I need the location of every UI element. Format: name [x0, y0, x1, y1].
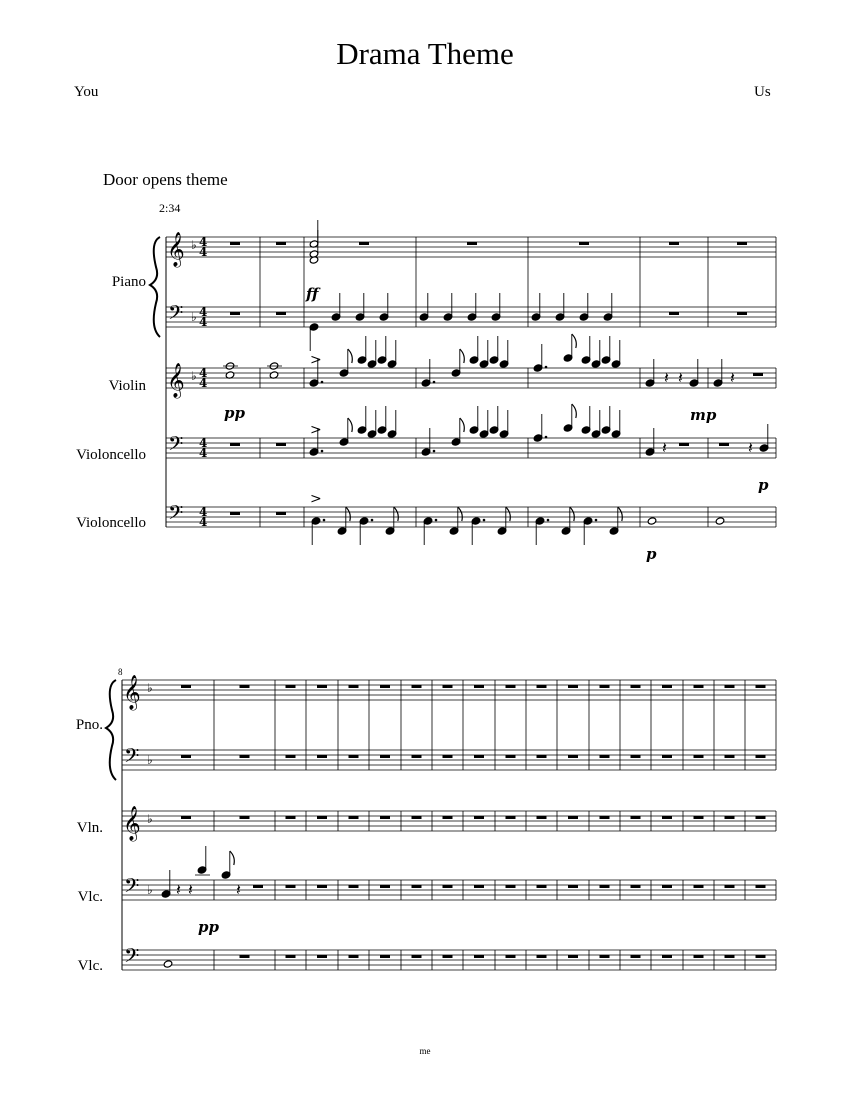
note-flag — [394, 507, 399, 521]
whole-rest — [380, 685, 390, 688]
note-head — [421, 379, 431, 387]
dynamic-ff: ff — [306, 285, 319, 303]
whole-rest — [506, 755, 516, 758]
note-flag — [506, 507, 511, 521]
quarter-rest-icon: 𝄽 — [664, 368, 669, 387]
note-dot — [595, 519, 598, 522]
note-head — [479, 430, 489, 438]
note-head — [419, 313, 429, 321]
note-head — [531, 313, 541, 321]
quarter-rest-icon: 𝄽 — [176, 880, 181, 899]
note-head — [387, 430, 397, 438]
note-head — [379, 313, 389, 321]
whole-rest — [412, 755, 422, 758]
whole-rest — [359, 242, 369, 245]
instrument-name-cello-1: Violoncello — [76, 447, 146, 463]
quarter-rest-icon: 𝄽 — [748, 438, 753, 457]
whole-rest — [631, 885, 641, 888]
note-dot — [483, 519, 486, 522]
whole-rest — [737, 312, 747, 315]
whole-rest — [679, 443, 689, 446]
whole-rest — [725, 816, 735, 819]
note-head — [583, 517, 593, 525]
whole-rest — [725, 685, 735, 688]
section-text: Door opens theme — [103, 170, 228, 189]
whole-rest — [568, 816, 578, 819]
note-head — [357, 356, 367, 364]
whole-rest — [474, 955, 484, 958]
instrument-short-cello-2: Vlc. — [77, 958, 103, 974]
whole-rest — [756, 816, 766, 819]
note-head — [367, 360, 377, 368]
note-dot — [547, 519, 550, 522]
note-head — [563, 424, 573, 432]
note-head — [609, 527, 619, 535]
whole-rest — [756, 885, 766, 888]
footer-text: me — [419, 1046, 431, 1056]
whole-rest — [669, 312, 679, 315]
time-signature-top: 4 — [199, 235, 208, 249]
note-head — [591, 430, 601, 438]
whole-rest — [230, 312, 240, 315]
whole-rest — [669, 242, 679, 245]
whole-rest — [568, 885, 578, 888]
whole-rest — [317, 755, 327, 758]
whole-rest — [286, 755, 296, 758]
whole-rest — [253, 885, 263, 888]
note-head — [421, 448, 431, 456]
note-flag — [348, 349, 353, 363]
note-dot — [545, 436, 548, 439]
whole-rest — [181, 685, 191, 688]
whole-rest — [662, 955, 672, 958]
note-head — [331, 313, 341, 321]
whole-rest — [380, 816, 390, 819]
accent-marking: > — [310, 491, 322, 507]
flat-icon: ♭ — [147, 812, 153, 826]
whole-rest — [240, 755, 250, 758]
note-head — [423, 517, 433, 525]
whole-rest — [694, 755, 704, 758]
accent-marking: > — [310, 422, 322, 438]
note-head — [377, 356, 387, 364]
quarter-rest-icon: 𝄽 — [730, 368, 735, 387]
flat-icon: ♭ — [147, 681, 153, 695]
note-dot — [371, 519, 374, 522]
whole-rest — [349, 685, 359, 688]
whole-rest — [230, 512, 240, 515]
whole-rest — [412, 885, 422, 888]
instrument-name-violin: Violin — [108, 378, 146, 394]
whole-rest — [240, 685, 250, 688]
whole-rest — [506, 885, 516, 888]
note-flag — [458, 507, 463, 521]
whole-rest — [756, 685, 766, 688]
note-head — [469, 426, 479, 434]
note-dot — [545, 366, 548, 369]
quarter-rest-icon: 𝄽 — [188, 880, 193, 899]
whole-rest — [276, 512, 286, 515]
flat-icon: ♭ — [191, 238, 197, 252]
dynamic-mp: mp — [690, 406, 717, 424]
whole-rest — [474, 755, 484, 758]
instrument-name-piano: Piano — [111, 274, 146, 290]
whole-rest — [725, 755, 735, 758]
note-head — [339, 438, 349, 446]
whole-rest — [631, 685, 641, 688]
note-head — [161, 890, 171, 898]
whole-rest — [662, 816, 672, 819]
note-head — [601, 426, 611, 434]
whole-rest — [230, 443, 240, 446]
dynamic-pp: pp — [198, 918, 219, 936]
time-signature-bottom: 4 — [199, 245, 208, 259]
whole-rest — [537, 816, 547, 819]
dynamic-pp: pp — [224, 404, 245, 422]
bass-clef-icon: 𝄢 — [124, 744, 140, 772]
flat-icon: ♭ — [191, 310, 197, 324]
note-flag — [572, 404, 577, 418]
flat-icon: ♭ — [147, 883, 153, 897]
whole-rest — [286, 685, 296, 688]
whole-rest — [694, 685, 704, 688]
note-head — [499, 430, 509, 438]
whole-rest — [600, 755, 610, 758]
measure-number: 8 — [118, 667, 123, 677]
bass-clef-icon: 𝄢 — [124, 944, 140, 972]
whole-rest — [506, 955, 516, 958]
whole-rest — [276, 242, 286, 245]
whole-rest — [443, 816, 453, 819]
note-head — [647, 517, 657, 525]
grand-staff-brace — [106, 680, 116, 780]
note-head — [533, 434, 543, 442]
note-head — [385, 527, 395, 535]
time-signature-top: 4 — [199, 305, 208, 319]
whole-rest — [240, 816, 250, 819]
note-head — [489, 356, 499, 364]
whole-rest — [756, 755, 766, 758]
treble-clef-icon: 𝄞 — [123, 806, 141, 841]
note-head — [611, 430, 621, 438]
note-head — [467, 313, 477, 321]
whole-rest — [240, 955, 250, 958]
note-head — [715, 517, 725, 525]
time-signature-top: 4 — [199, 505, 208, 519]
whole-rest — [506, 816, 516, 819]
whole-rest — [276, 443, 286, 446]
whole-rest — [380, 955, 390, 958]
note-head — [713, 379, 723, 387]
whole-rest — [317, 885, 327, 888]
time-signature-top: 4 — [199, 366, 208, 380]
whole-rest — [568, 755, 578, 758]
note-head — [311, 517, 321, 525]
bass-clef-icon: 𝄢 — [168, 432, 184, 460]
flat-icon: ♭ — [147, 753, 153, 767]
whole-rest — [662, 685, 672, 688]
whole-rest — [443, 885, 453, 888]
note-head — [645, 379, 655, 387]
score-title: Drama Theme — [336, 36, 514, 71]
whole-rest — [725, 955, 735, 958]
note-head — [561, 527, 571, 535]
note-flag — [460, 418, 465, 432]
note-head — [489, 426, 499, 434]
note-head — [533, 364, 543, 372]
bass-clef-icon: 𝄢 — [168, 301, 184, 329]
grand-staff-brace — [150, 237, 160, 337]
whole-rest — [286, 885, 296, 888]
quarter-rest-icon: 𝄽 — [236, 880, 241, 899]
note-flag — [572, 334, 577, 348]
time-signature-bottom: 4 — [199, 515, 208, 529]
note-head — [581, 356, 591, 364]
note-dot — [433, 381, 436, 384]
dynamic-p: p — [646, 545, 657, 563]
whole-rest — [276, 312, 286, 315]
note-head — [535, 517, 545, 525]
note-head — [355, 313, 365, 321]
note-head — [163, 960, 173, 968]
composer-left: You — [74, 84, 99, 100]
whole-rest — [349, 955, 359, 958]
note-head — [689, 379, 699, 387]
whole-rest — [380, 885, 390, 888]
whole-rest — [568, 955, 578, 958]
tempo-marking: 2:34 — [159, 201, 181, 215]
whole-rest — [694, 816, 704, 819]
note-dot — [435, 519, 438, 522]
whole-rest — [412, 685, 422, 688]
note-head — [443, 313, 453, 321]
note-head — [309, 448, 319, 456]
whole-rest — [443, 685, 453, 688]
whole-rest — [349, 755, 359, 758]
whole-rest — [443, 955, 453, 958]
note-head — [451, 438, 461, 446]
note-head — [497, 527, 507, 535]
note-head — [759, 444, 769, 452]
whole-rest — [537, 885, 547, 888]
whole-rest — [474, 885, 484, 888]
note-dot — [321, 450, 324, 453]
note-flag — [460, 349, 465, 363]
note-head — [339, 369, 349, 377]
time-signature-top: 4 — [199, 436, 208, 450]
whole-rest — [600, 816, 610, 819]
treble-clef-icon: 𝄞 — [167, 232, 185, 267]
time-signature-bottom: 4 — [199, 446, 208, 460]
note-dot — [323, 519, 326, 522]
quarter-rest-icon: 𝄽 — [678, 368, 683, 387]
whole-rest — [474, 685, 484, 688]
note-head — [491, 313, 501, 321]
accent-marking: > — [310, 352, 322, 368]
whole-rest — [230, 242, 240, 245]
note-head — [337, 527, 347, 535]
whole-rest — [181, 816, 191, 819]
whole-rest — [537, 955, 547, 958]
whole-rest — [537, 755, 547, 758]
note-head — [221, 871, 231, 879]
whole-rest — [753, 373, 763, 376]
whole-rest — [662, 885, 672, 888]
note-flag — [618, 507, 623, 521]
note-head — [469, 356, 479, 364]
note-head — [359, 517, 369, 525]
whole-rest — [467, 242, 477, 245]
system-2 — [106, 675, 776, 972]
whole-rest — [181, 755, 191, 758]
note-head — [601, 356, 611, 364]
whole-rest — [317, 955, 327, 958]
whole-rest — [349, 816, 359, 819]
whole-rest — [631, 755, 641, 758]
instrument-short-violin: Vln. — [76, 820, 103, 836]
note-head — [555, 313, 565, 321]
whole-rest — [600, 885, 610, 888]
whole-rest — [380, 755, 390, 758]
whole-rest — [600, 685, 610, 688]
treble-clef-icon: 𝄞 — [167, 363, 185, 398]
whole-rest — [756, 955, 766, 958]
whole-rest — [443, 755, 453, 758]
whole-rest — [317, 816, 327, 819]
whole-rest — [474, 816, 484, 819]
note-head — [479, 360, 489, 368]
whole-rest — [568, 685, 578, 688]
note-head — [611, 360, 621, 368]
note-head — [367, 430, 377, 438]
whole-rest — [662, 755, 672, 758]
quarter-rest-icon: 𝄽 — [662, 438, 667, 457]
composer-right: Us — [754, 84, 771, 100]
system-1 — [150, 220, 776, 563]
note-head — [309, 323, 319, 331]
note-head — [603, 313, 613, 321]
note-flag — [230, 851, 235, 865]
whole-rest — [506, 685, 516, 688]
whole-rest — [631, 816, 641, 819]
whole-rest — [600, 955, 610, 958]
dynamic-p: p — [758, 476, 769, 494]
whole-rest — [579, 242, 589, 245]
whole-rest — [537, 685, 547, 688]
note-head — [449, 527, 459, 535]
instrument-name-cello-2: Violoncello — [76, 515, 146, 531]
flat-icon: ♭ — [191, 369, 197, 383]
whole-rest — [412, 955, 422, 958]
whole-rest — [412, 816, 422, 819]
note-head — [451, 369, 461, 377]
time-signature-bottom: 4 — [199, 315, 208, 329]
note-flag — [570, 507, 575, 521]
whole-rest — [286, 955, 296, 958]
whole-rest — [694, 885, 704, 888]
whole-rest — [349, 885, 359, 888]
note-head — [499, 360, 509, 368]
whole-rest — [725, 885, 735, 888]
note-flag — [346, 507, 351, 521]
time-signature-bottom: 4 — [199, 376, 208, 390]
note-dot — [433, 450, 436, 453]
whole-rest — [317, 685, 327, 688]
note-head — [309, 379, 319, 387]
note-head — [387, 360, 397, 368]
bass-clef-icon: 𝄢 — [168, 501, 184, 529]
whole-rest — [719, 443, 729, 446]
note-head — [579, 313, 589, 321]
treble-clef-icon: 𝄞 — [123, 675, 141, 710]
note-head — [563, 354, 573, 362]
note-flag — [348, 418, 353, 432]
bass-clef-icon: 𝄢 — [124, 874, 140, 902]
note-head — [197, 866, 207, 874]
note-head — [357, 426, 367, 434]
note-head — [581, 426, 591, 434]
whole-rest — [737, 242, 747, 245]
instrument-short-piano: Pno. — [75, 717, 103, 733]
whole-rest — [631, 955, 641, 958]
note-dot — [321, 381, 324, 384]
whole-rest — [694, 955, 704, 958]
note-head — [591, 360, 601, 368]
whole-rest — [286, 816, 296, 819]
note-head — [471, 517, 481, 525]
instrument-short-cello-1: Vlc. — [77, 889, 103, 905]
note-head — [645, 448, 655, 456]
note-head — [377, 426, 387, 434]
